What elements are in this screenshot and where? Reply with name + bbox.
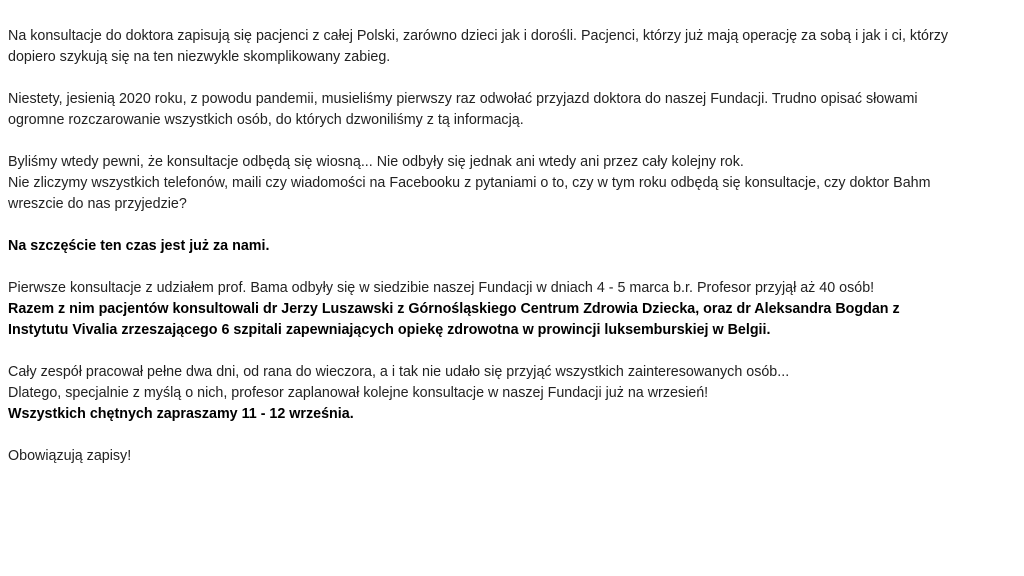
text-line: Nie zliczymy wszystkich telefonów, maili czy wiadomości na Facebooku z pytaniami o to, czy w tym roku odbędą się konsultacje, czy doktor Bahm [8,175,931,191]
text-line: dopiero szykują się na ten niezwykle skomplikowany zabieg. [8,49,391,65]
text-line-bold: Wszystkich chętnych zapraszamy 11 - 12 września. [8,406,354,422]
text-line: wreszcie do nas przyjedzie? [8,196,187,212]
paragraph-fortunately [8,236,1008,257]
text-line: Pierwsze konsultacje z udziałem prof. Bama odbyły się w siedzibie naszej Fundacji w dniach 4 - 5 marca b.r. Profesor przyjął aż 40 osób! [8,280,875,296]
article-body [8,26,1008,488]
paragraph-waiting [8,152,1008,215]
text-line-bold: Razem z nim pacjentów konsultowali dr Jerzy Luszawski z Górnośląskiego Centrum Zdrowia Dziecka, oraz dr Aleksandra Bogdan z [8,301,900,317]
text-line-bold: Instytutu Vivalia zrzeszającego 6 szpitali zapewniających opiekę zdrowotna w prowincji luksemburskiej w Belgii. [8,322,771,338]
paragraph-first-consultations [8,278,1008,341]
paragraph-consultations-intro [8,26,1008,68]
paragraph-pandemic [8,89,1008,131]
text-line-bold: Na szczęście ten czas jest już za nami. [8,238,270,254]
text-line: Cały zespół pracował pełne dwa dni, od rana do wieczora, a i tak nie udało się przyjąć wszystkich zainteresowanych osób... [8,364,790,380]
text-line: Niestety, jesienią 2020 roku, z powodu pandemii, musieliśmy pierwszy raz odwołać przyjazd doktora do naszej Fundacji. Trudno opisać słowami [8,91,918,107]
text-line: ogromne rozczarowanie wszystkich osób, do których dzwoniliśmy z tą informacją. [8,112,524,128]
text-line: Dlatego, specjalnie z myślą o nich, profesor zaplanował kolejne konsultacje w naszej Fundacji już na wrzesień! [8,385,709,401]
text-line: Na konsultacje do doktora zapisują się pacjenci z całej Polski, zarówno dzieci jak i dorośli. Pacjenci, którzy już mają operację za sobą i jak i ci, którzy [8,28,949,44]
text-line: Obowiązują zapisy! [8,448,132,464]
paragraph-registration [8,446,1008,467]
text-line: Byliśmy wtedy pewni, że konsultacje odbędą się wiosną... Nie odbyły się jednak ani wtedy ani przez cały kolejny rok. [8,154,744,170]
paragraph-september [8,362,1008,425]
